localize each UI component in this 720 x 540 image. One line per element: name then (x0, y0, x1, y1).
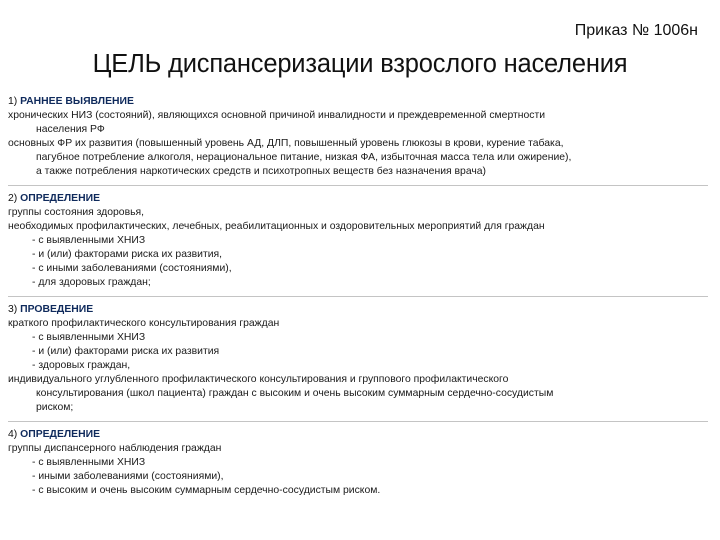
text-line: пагубное потребление алкоголя, нерациональное питание, низкая ФА, избыточная масса тела или ожирение), (36, 152, 572, 163)
section-3-heading (8, 303, 716, 317)
list-item: - с выявленными ХНИЗ (32, 457, 146, 468)
text-line: а также потребления наркотических средств и психотропных веществ без назначения врача) (36, 166, 487, 177)
section-4-title: ОПРЕДЕЛЕНИЕ (20, 429, 101, 440)
text-line: риском; (36, 402, 74, 413)
text-line: населения РФ (36, 124, 105, 135)
page-title: ЦЕЛЬ диспансеризации взрослого населения (92, 50, 628, 78)
order-number: Приказ № 1006н (574, 22, 698, 39)
divider (8, 185, 708, 186)
section-1-heading (8, 95, 716, 109)
text-line: консультирования (школ пациента) граждан с высоким и очень высоким суммарным сердечно-сосудистым (36, 388, 554, 399)
section-4 (8, 428, 716, 498)
text-line: группы состояния здоровья, (8, 207, 145, 218)
list-item: - иными заболеваниями (состояниями), (32, 471, 224, 482)
section-3 (8, 303, 716, 415)
text-line: группы диспансерного наблюдения граждан (8, 443, 222, 454)
section-4-number: 4) (8, 429, 18, 440)
divider (8, 296, 708, 297)
text-line: краткого профилактического консультирования граждан (8, 318, 280, 329)
section-1 (8, 95, 716, 179)
text-line: необходимых профилактических, лечебных, реабилитационных и оздоровительных мероприятий для граждан (8, 221, 545, 232)
section-1-title: РАННЕЕ ВЫЯВЛЕНИЕ (20, 96, 134, 107)
content (8, 95, 716, 498)
section-2 (8, 192, 716, 290)
list-item: - и (или) факторами риска их развития (32, 346, 220, 357)
section-2-number: 2) (8, 193, 18, 204)
section-3-title: ПРОВЕДЕНИЕ (20, 304, 94, 315)
list-item: - с выявленными ХНИЗ (32, 332, 146, 343)
section-4-heading (8, 428, 716, 442)
section-1-number: 1) (8, 96, 18, 107)
list-item: - и (или) факторами риска их развития, (32, 249, 223, 260)
section-3-number: 3) (8, 304, 18, 315)
text-line: индивидуального углубленного профилактического консультирования и группового профилактического (8, 374, 509, 385)
divider (8, 421, 708, 422)
section-2-heading (8, 192, 716, 206)
text-line: хронических НИЗ (состояний), являющихся основной причиной инвалидности и преждевременной смертности (8, 110, 546, 121)
list-item: - здоровых граждан, (32, 360, 131, 371)
list-item: - с выявленными ХНИЗ (32, 235, 146, 246)
section-2-title: ОПРЕДЕЛЕНИЕ (20, 193, 101, 204)
list-item: - с высоким и очень высоким суммарным сердечно-сосудистым риском. (32, 485, 381, 496)
list-item: - с иными заболеваниями (состояниями), (32, 263, 232, 274)
text-line: основных ФР их развития (повышенный уровень АД, ДЛП, повышенный уровень глюкозы в крови, курение табака, (8, 138, 564, 149)
list-item: - для здоровых граждан; (32, 277, 151, 288)
